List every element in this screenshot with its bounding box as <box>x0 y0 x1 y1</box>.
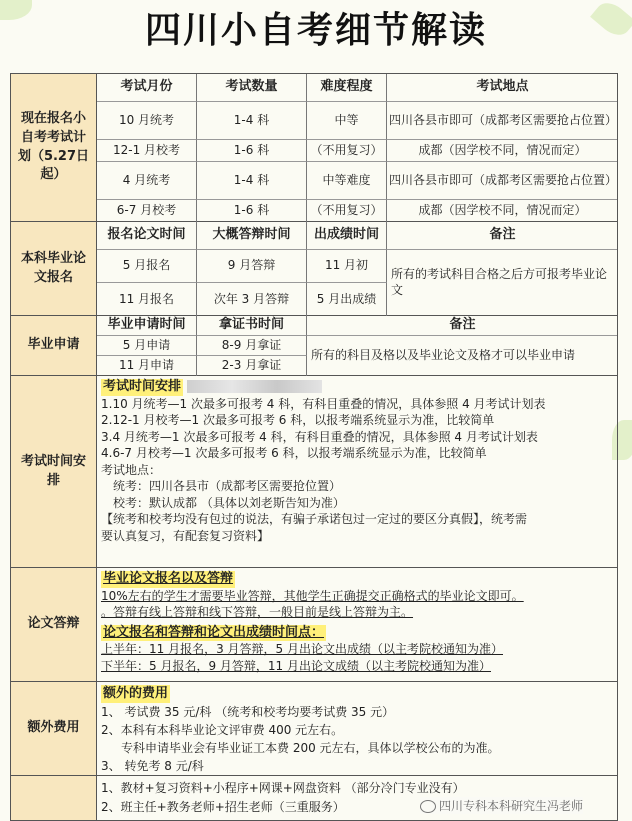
table-cell: 5 月报名 <box>97 250 197 283</box>
table-cell: 1-6 科 <box>197 140 307 162</box>
header-certificate-time: 拿证书时间 <box>197 316 307 336</box>
schedule-line: 【统考和校考均没有包过的说法，有骗子承诺包过一定过的要区分真假】，统考需 <box>101 512 528 526</box>
header-graduation-apply: 毕业申请时间 <box>97 316 197 336</box>
info-table <box>10 73 618 821</box>
schedule-line: 4.6-7 月校考—1 次最多可报考 6 科，以报考端系统显示为准，比较简单 <box>101 446 487 460</box>
thesis-section <box>11 222 618 316</box>
fee-line: 2、本科有本科毕业论文评审费 400 元左右。 <box>101 723 344 737</box>
table-cell: 成都（因学校不同，情况而定） <box>387 140 618 162</box>
table-cell: （不用复习） <box>307 200 387 222</box>
header-exam-month: 考试月份 <box>97 74 197 102</box>
weibo-icon <box>420 800 436 813</box>
header-thesis-signup: 报名论文时间 <box>97 222 197 250</box>
table-cell: 11 月申请 <box>97 356 197 376</box>
defense-heading: 毕业论文报名以及答辩 <box>103 571 234 586</box>
fees-section <box>11 682 618 776</box>
graduation-section <box>11 316 618 376</box>
table-cell: 5 月出成绩 <box>307 283 387 316</box>
fees-label: 额外费用 <box>11 682 97 775</box>
defense-line: 。答辩有线上答辩和线下答辩，一般目前是线上答辩为主。 <box>101 605 414 619</box>
schedule-line: 1.10 月统考—1 次最多可报考 4 科，有科目重叠的情况，具体参照 4 月考试计划表 <box>101 396 546 411</box>
defense-line: 上半年：11 月报名，3 月答辩，5 月出论文出成绩（以主考院校通知为准） <box>101 642 503 656</box>
table-cell: 四川各县市即可（成都考区需要抢占位置） <box>387 102 618 140</box>
schedule-section <box>11 376 618 568</box>
defense-line: 10%左右的学生才需要毕业答辩，其他学生正确提交正确格式的毕业论文即可。 <box>101 588 524 603</box>
blurred-redaction <box>187 380 322 393</box>
header-difficulty: 难度程度 <box>307 74 387 102</box>
service-line: 1、教材+复习资料+小程序+网课+网盘资料 （部分冷门专业没有） <box>101 781 465 795</box>
fee-line: 专科申请毕业会有毕业证工本费 200 元左右，具体以学校公布的为准。 <box>121 741 500 755</box>
fees-body <box>97 682 618 775</box>
table-cell: 12-1 月校考 <box>97 140 197 162</box>
schedule-line: 2.12-1 月校考—1 次最多可报考 6 科，以报考端系统显示为准，比较简单 <box>101 413 495 427</box>
graduation-label: 毕业申请 <box>11 316 97 375</box>
schedule-line: 要认真复习，有配套复习资料】 <box>101 528 270 543</box>
table-cell: 中等 <box>307 102 387 140</box>
schedule-label: 考试时间安排 <box>11 376 97 567</box>
schedule-heading: 考试时间安排 <box>103 379 182 394</box>
header-graduation-remark: 备注 <box>307 316 618 336</box>
table-cell: 1-4 科 <box>197 162 307 200</box>
schedule-line: 统考：四川各县市（成都考区需要抢位置） <box>113 479 342 493</box>
defense-section <box>11 568 618 682</box>
table-cell: 8-9 月拿证 <box>197 336 307 356</box>
watermark-text: 四川专科本科研究生冯老师 <box>439 799 584 813</box>
exam-plan-label: 现在报名小自考考试计划（5.27日起） <box>11 74 97 221</box>
defense-line: 下半年：5 月报名，9 月答辩，11 月出论文成绩（以主考院校通知为准） <box>101 658 491 673</box>
table-cell: 11 月初 <box>307 250 387 283</box>
schedule-line: 考试地点： <box>101 462 162 477</box>
page-title: 四川小自考细节解读 <box>144 10 487 51</box>
schedule-line: 3.4 月统考—1 次最多可报考 4 科，有科目重叠的情况，具体参照 4 月考试计划表 <box>101 429 538 444</box>
header-exam-count: 考试数量 <box>197 74 307 102</box>
schedule-body <box>97 376 618 567</box>
header-result-time: 出成绩时间 <box>307 222 387 250</box>
services-label <box>11 776 97 821</box>
table-cell: 成都（因学校不同，情况而定） <box>387 200 618 222</box>
exam-plan-section <box>11 74 618 222</box>
header-defense-time: 大概答辩时间 <box>197 222 307 250</box>
defense-label: 论文答辩 <box>11 568 97 681</box>
table-cell: 四川各县市即可（成都考区需要抢占位置） <box>387 162 618 200</box>
thesis-note: 所有的考试科目合格之后方可报考毕业论文 <box>387 250 618 316</box>
table-cell: 1-6 科 <box>197 200 307 222</box>
table-cell: 5 月申请 <box>97 336 197 356</box>
thesis-label: 本科毕业论文报名 <box>11 222 97 315</box>
defense-timeline-heading: 论文报名和答辩和论文出成绩时间点： <box>103 624 325 640</box>
table-cell: 6-7 月校考 <box>97 200 197 222</box>
table-cell: 4 月统考 <box>97 162 197 200</box>
table-cell: 中等难度 <box>307 162 387 200</box>
service-line: 2、班主任+教务老师+招生老师（三重服务） <box>101 800 345 814</box>
table-cell: （不用复习） <box>307 140 387 162</box>
graduation-note: 所有的科目及格以及毕业论文及格才可以毕业申请 <box>307 336 618 376</box>
defense-body <box>97 568 618 681</box>
fees-heading: 额外的费用 <box>103 686 169 701</box>
schedule-line: 校考：默认成都 （具体以刘老斯告知为准） <box>113 495 345 510</box>
fee-line: 1、 考试费 35 元/科 （统考和校考均要考试费 35 元） <box>101 705 395 719</box>
header-remark: 备注 <box>387 222 618 250</box>
watermark <box>420 797 583 814</box>
header-exam-location: 考试地点 <box>387 74 618 102</box>
fee-line: 3、 转免考 8 元/科 <box>101 759 204 773</box>
table-cell: 次年 3 月答辩 <box>197 283 307 316</box>
table-cell: 9 月答辩 <box>197 250 307 283</box>
table-cell: 10 月统考 <box>97 102 197 140</box>
table-cell: 11 月报名 <box>97 283 197 316</box>
table-cell: 1-4 科 <box>197 102 307 140</box>
table-cell: 2-3 月拿证 <box>197 356 307 376</box>
